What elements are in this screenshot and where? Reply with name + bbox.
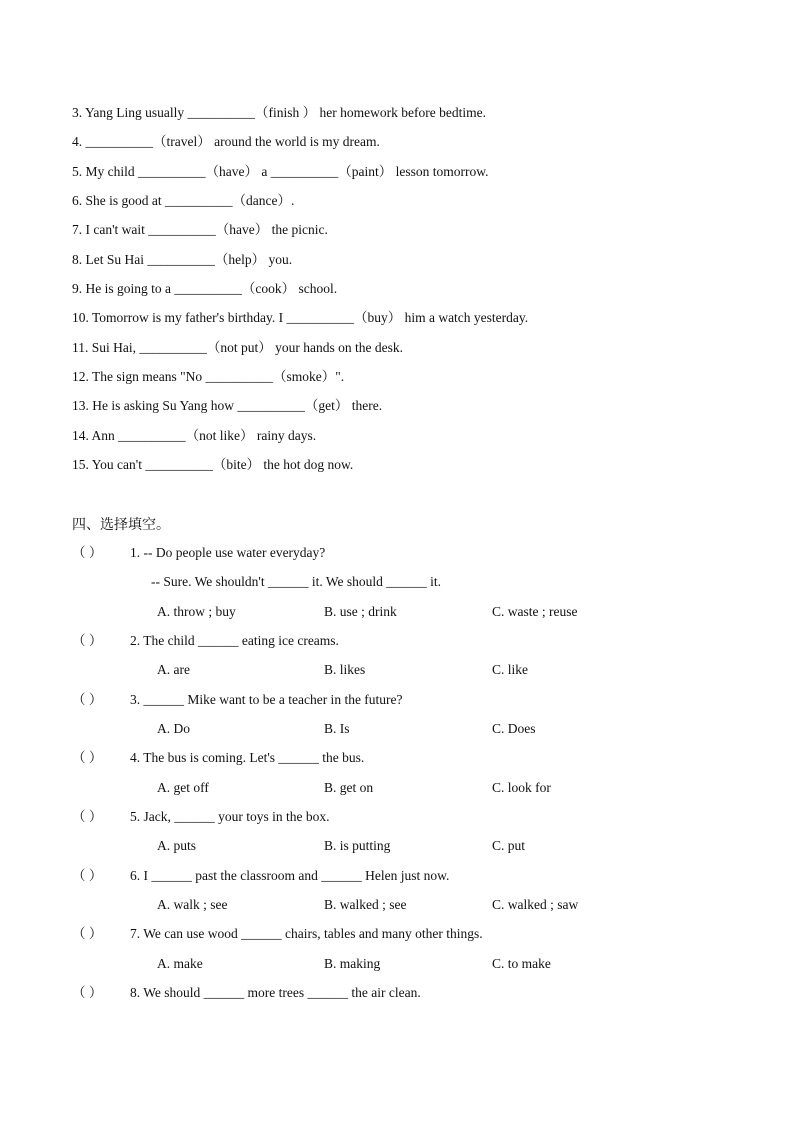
answer-paren[interactable]: （ ） (72, 545, 103, 560)
question-8 (72, 984, 421, 1002)
question-4 (72, 749, 364, 767)
option-a: A. Do (157, 721, 190, 736)
option-b: B. Is (324, 721, 350, 736)
answer-paren[interactable]: （ ） (72, 633, 103, 648)
answer-paren[interactable]: （ ） (72, 809, 103, 824)
option-c: C. put (492, 838, 526, 853)
answer-paren[interactable]: （ ） (72, 750, 103, 765)
question-5 (72, 808, 329, 826)
option-b: B. walked ; see (324, 897, 407, 912)
option-c: C. like (492, 662, 528, 677)
question-stem: 4. The bus is coming. Let's ______ the bus. (130, 750, 365, 765)
question-stem: 2. The child ______ eating ice creams. (130, 633, 339, 648)
option-c: C. walked ; saw (492, 897, 579, 912)
fill-line-4: 4. __________（travel） around the world is my dream. (72, 134, 380, 149)
question-1-extra: -- Sure. We shouldn't ______ it. We should ______ it. (151, 574, 441, 589)
option-b: B. get on (324, 780, 374, 795)
fill-line-15: 15. You can't __________（bite） the hot dog now. (72, 457, 354, 472)
question-6 (72, 867, 449, 885)
question-stem: 3. ______ Mike want to be a teacher in the future? (130, 692, 403, 707)
question-stem: 8. We should ______ more trees ______ the air clean. (130, 985, 421, 1000)
option-a: A. walk ; see (157, 897, 228, 912)
fill-line-8: 8. Let Su Hai __________（help） you. (72, 252, 293, 267)
answer-paren[interactable]: （ ） (72, 985, 103, 1000)
fill-line-5: 5. My child __________（have） a __________（paint） lesson tomorrow. (72, 164, 489, 179)
fill-line-10: 10. Tomorrow is my father's birthday. I __________（buy） him a watch yesterday. (72, 310, 529, 325)
answer-paren[interactable]: （ ） (72, 692, 103, 707)
option-b: B. likes (324, 662, 366, 677)
fill-line-3: 3. Yang Ling usually __________（finish ） her homework before bedtime. (72, 105, 486, 120)
answer-paren[interactable]: （ ） (72, 868, 103, 883)
fill-line-9: 9. He is going to a __________（cook） school. (72, 281, 338, 296)
question-3 (72, 691, 403, 709)
option-a: A. throw ; buy (157, 604, 236, 619)
question-7 (72, 925, 483, 943)
fill-line-7: 7. I can't wait __________（have） the picnic. (72, 222, 328, 237)
option-c: C. waste ; reuse (492, 604, 578, 619)
answer-paren[interactable]: （ ） (72, 926, 103, 941)
question-stem: 1. -- Do people use water everyday? (130, 545, 326, 560)
fill-line-6: 6. She is good at __________（dance）. (72, 193, 295, 208)
option-a: A. make (157, 956, 203, 971)
option-a: A. get off (157, 780, 209, 795)
fill-line-13: 13. He is asking Su Yang how __________（get） there. (72, 398, 383, 413)
option-a: A. are (157, 662, 190, 677)
option-c: C. look for (492, 780, 551, 795)
section-title: 四、选择填空。 (72, 518, 170, 533)
option-a: A. puts (157, 838, 197, 853)
fill-line-14: 14. Ann __________（not like） rainy days. (72, 428, 317, 443)
question-1 (72, 544, 325, 562)
option-c: C. to make (492, 956, 551, 971)
fill-line-11: 11. Sui Hai, __________（not put） your hands on the desk. (72, 340, 403, 355)
question-stem: 6. I ______ past the classroom and ______ Helen just now. (130, 868, 450, 883)
question-stem: 5. Jack, ______ your toys in the box. (130, 809, 330, 824)
option-b: B. use ; drink (324, 604, 397, 619)
option-b: B. is putting (324, 838, 391, 853)
option-b: B. making (324, 956, 381, 971)
fill-line-12: 12. The sign means "No __________（smoke）". (72, 369, 345, 384)
question-2 (72, 632, 339, 650)
question-stem: 7. We can use wood ______ chairs, tables and many other things. (130, 926, 483, 941)
option-c: C. Does (492, 721, 536, 736)
